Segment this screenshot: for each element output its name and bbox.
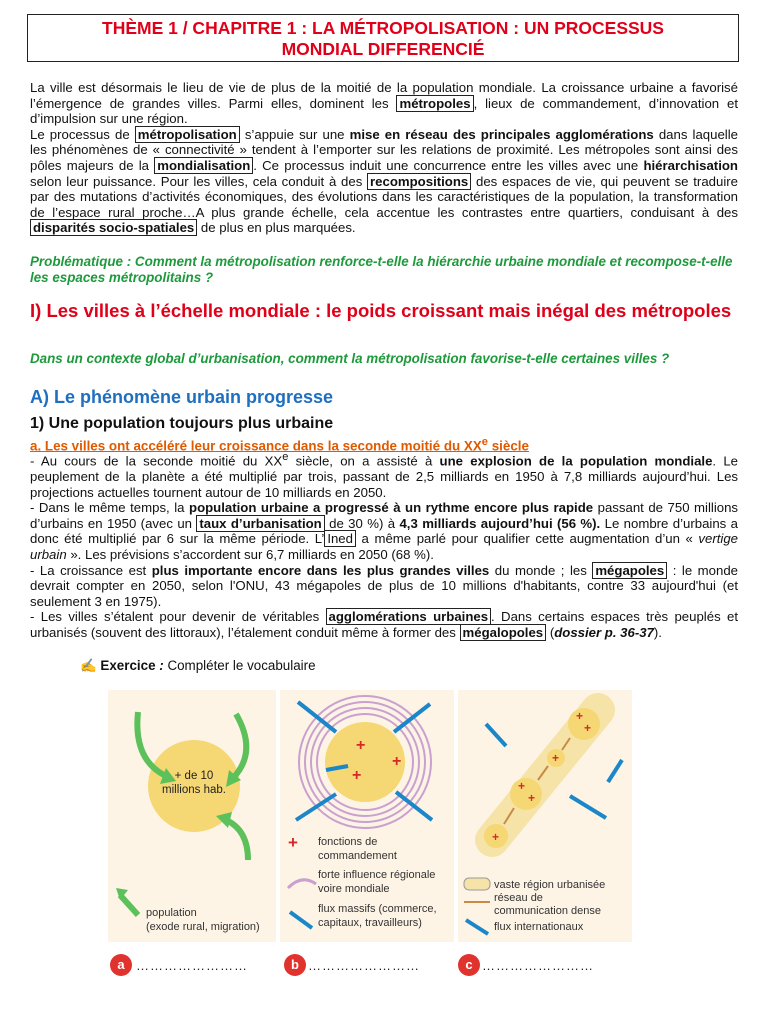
figure-c-city-3 [510, 778, 542, 810]
section-1-title: I) Les villes à l’échelle mondiale : le poids croissant mais inégal des métropoles [30, 300, 732, 321]
exercise-text: Compléter le vocabulaire [167, 658, 316, 673]
body-text [30, 450, 738, 641]
body-paragraph-1: - Au cours de la seconde moitié du XXe siècle, on a assisté à une explosion de la population mondiale. Le peuplement de la planète a été multiplié par trois, passant de 2,5 milliards en 1950 à 7,8 milliards aujourd’hui. Les projections actuelles tournent autour de 10 milliards en 2050. [30, 451, 738, 500]
intro-paragraph-2: Le processus de métropolisation s’appuie sur une mise en réseau des principales agglomérations dans laquelle les phénomènes de « connectivité » tendent à l’emporter sur les relations de proximité. Les métropoles sont ainsi des pôles majeurs de la mondialisation . Ce processus induit une concurrence entre les villes avec une hiérarchisation selon leur puissance. Pour les villes, cela conduit à des recompositions des espaces de vie, qui peuvent se traduire par des mutations d’activités économiques, des évolutions dans les caractéristiques de la population, la transformation de l’espace rural proche…A plus grande échelle, cela accentue les contrastes entre quartiers, conduisant à des disparités socio-spatiales de plus en plus marquées. [30, 126, 739, 236]
chapter-title [27, 14, 739, 62]
keyword-recompositions: recompositions [367, 173, 471, 190]
pencil-writing-icon: ✍ [80, 658, 97, 673]
svg-text:+: + [552, 751, 560, 765]
keyword-metropoles: métropoles [396, 95, 473, 112]
figure-b-diagram [280, 690, 454, 942]
figure-b-legend3-line2: capitaux, travailleurs) [318, 917, 422, 929]
keyword-taux-urbanisation: taux d’urbanisation [196, 515, 324, 532]
svg-text:+: + [528, 791, 536, 805]
figure-b-plus-1: + [356, 737, 366, 754]
figure-c-answer-blank[interactable]: …………………… [482, 958, 594, 973]
keyword-mondialisation: mondialisation [154, 157, 253, 174]
figure-a-letter-badge: a [110, 954, 132, 976]
problematique: Problématique : Comment la métropolisation renforce-t-elle la hiérarchie urbaine mondiale et recompose-t-elle les espaces métropolitains ? [30, 254, 733, 285]
figure-a-legend-line2: (exode rural, migration) [146, 921, 260, 933]
figure-a-diagram [108, 690, 276, 942]
figure-a-answer-blank[interactable]: …………………… [136, 958, 248, 973]
figure-b-letter-badge: b [284, 954, 306, 976]
keyword-agglomerations: agglomérations urbaines [326, 608, 492, 625]
figure-b-plus-2: + [392, 753, 402, 770]
svg-text:+: + [576, 709, 584, 723]
exercise-line: ✍ Exercice : Compléter le vocabulaire [80, 658, 316, 673]
intro-paragraph-1: La ville est désormais le lieu de vie de plus de la moitié de la population mondiale. La croissance urbaine a favorisé l’émergence de grandes villes. Parmi elles, dominent les métropoles , lieux de commandement, d’innovation et d’impulsion sur une région. [30, 80, 738, 127]
body-paragraph-2: - Dans le même temps, la population urbaine a progressé à un rythme encore plus rapide passant de 750 millions d’urbains en 1950 (avec un taux d’urbanisation de 30 %) à 4,3 milliards aujourd’hui (56 %). Le nombre d’urbains a donc été multiplié par 6 sur la même période. L’ Ined a même parlé pour qualifier cette augmentation d’un « vertige urbain ». Les prévisions s’accordent sur 6,7 milliards en 2050 (68 %). [30, 500, 739, 562]
body-paragraph-3: - La croissance est plus importante encore dans les plus grandes villes du monde ; les mégapoles : le monde devrait compter en 2050, selon l'ONU, 43 mégapoles de plus de 10 millions d'habitants, contre 33 aujourd'hui (et seulement 3 en 1975). [30, 562, 739, 609]
figure-b-plus-3: + [352, 767, 362, 784]
figure-c-legend-region [464, 878, 490, 890]
figure-c-letter-badge: c [458, 954, 480, 976]
figure-c-diagram [458, 690, 632, 942]
svg-text:+: + [518, 779, 526, 793]
figure-c-legend3: flux internationaux [494, 921, 584, 933]
figure-a-circle-line1: + de 10 [174, 770, 214, 782]
keyword-megalopoles: mégalopoles [460, 624, 547, 641]
intro-text [30, 80, 738, 236]
keyword-megapoles: mégapoles [592, 562, 667, 579]
figure-c-legend2-line1: réseau de [494, 892, 543, 904]
keyword-metropolisation: métropolisation [135, 126, 240, 143]
section-1-question: Dans un contexte global d’urbanisation, comment la métropolisation favorise-t-elle certaines villes ? [30, 351, 670, 366]
chapter-title-line2: MONDIAL DIFFERENCIÉ [281, 39, 485, 59]
keyword-ined: Ined [324, 530, 356, 547]
figure-b-legend2-line1: forte influence régionale [318, 869, 436, 881]
figure-b-legend1-line2: commandement [318, 850, 397, 862]
exercise-label: Exercice [100, 658, 156, 673]
section-a-title: A) Le phénomène urbain progresse [30, 387, 334, 407]
figure-b-legend3-line1: flux massifs (commerce, [318, 903, 437, 915]
figure-b-legend1-line1: fonctions de [318, 836, 378, 848]
subsection-1-title: 1) Une population toujours plus urbaine [30, 415, 334, 432]
keyword-disparites: disparités socio-spatiales [30, 219, 197, 236]
figure-b-answer-blank[interactable]: …………………… [308, 958, 420, 973]
svg-text:+: + [584, 721, 592, 735]
body-paragraph-4: - Les villes s’étalent pour devenir de véritables agglomérations urbaines . Dans certains espaces très peuplés et urbanisés (souvent des littoraux), l’étalement conduit même à former des mégalopoles (dossier p. 36-37). [30, 609, 738, 640]
figure-a-circle-line2: millions hab. [162, 784, 226, 796]
figure-c-legend1: vaste région urbanisée [494, 879, 606, 891]
figure-b-legend2-line2: voire mondiale [318, 883, 390, 895]
chapter-title-line1: THÈME 1 / CHAPITRE 1 : LA MÉTROPOLISATION : UN PROCESSUS [102, 18, 664, 38]
figure-b-legend-plus: + [288, 833, 298, 852]
subsection-a-title: a. Les villes ont accéléré leur croissance dans la seconde moitié du XXe siècle [30, 436, 529, 454]
figure-a-legend-line1: population [146, 907, 197, 919]
svg-text:+: + [492, 830, 500, 844]
figure-c-legend2-line2: communication dense [494, 905, 602, 917]
